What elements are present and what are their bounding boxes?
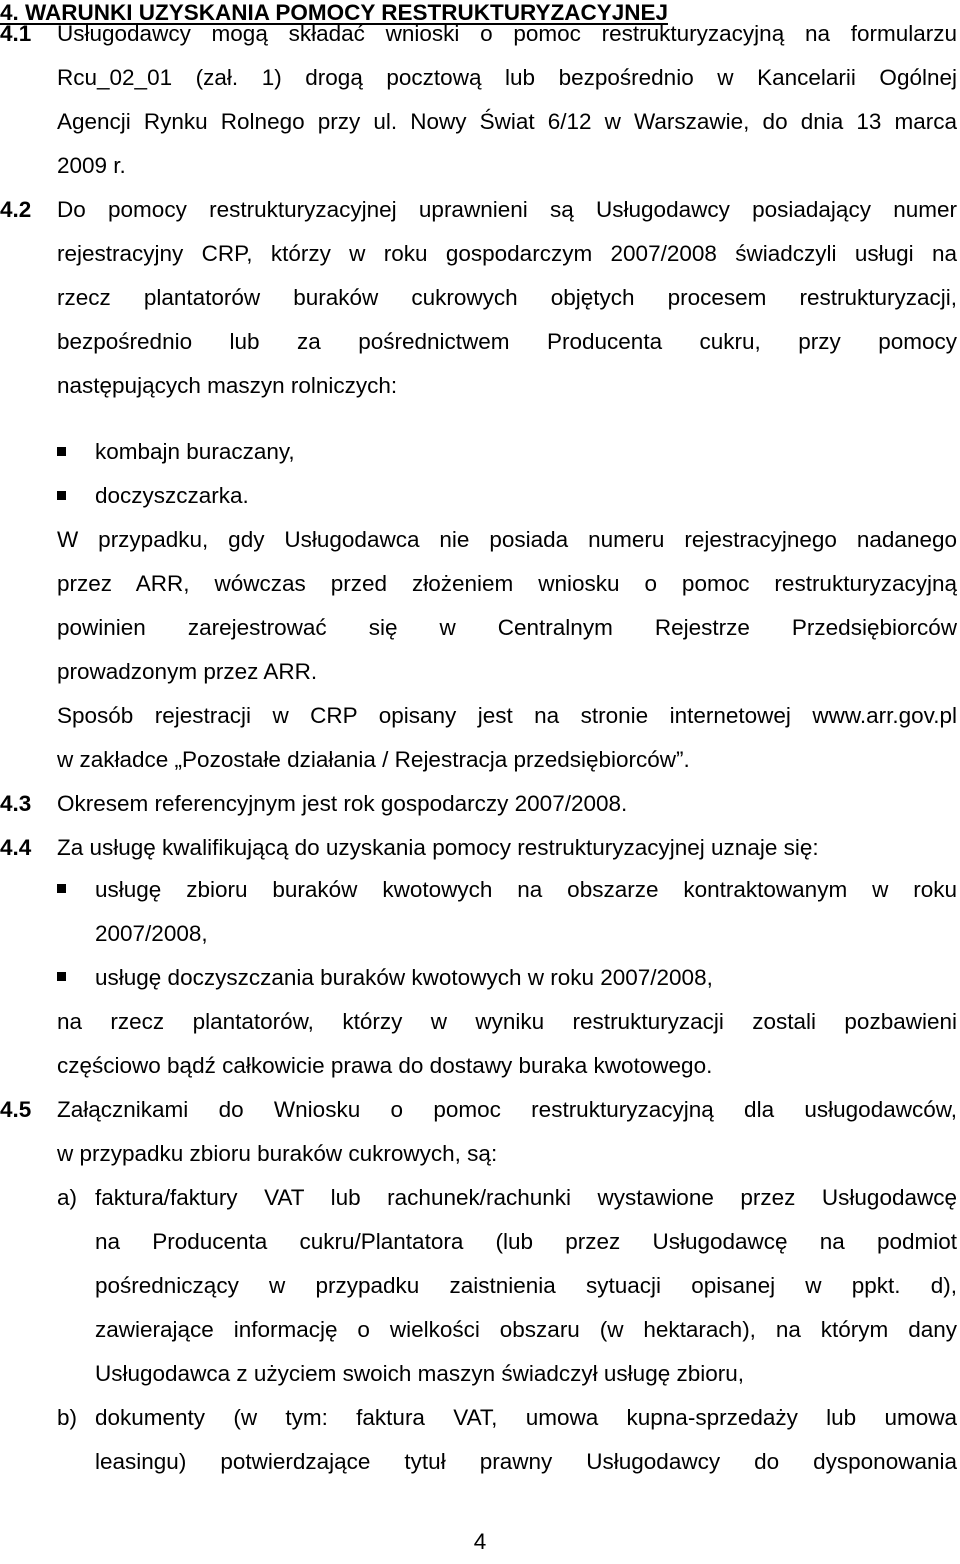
sub-item-a-line: na Producenta cukru/Plantatora (lub przez Usługodawcę na podmiot [95,1229,957,1254]
item-4-2-line: rejestracyjny CRP, którzy w roku gospodarczym 2007/2008 świadczyli usługi na [57,241,957,266]
item-4-2-line: rzecz plantatorów buraków cukrowych objętych procesem restrukturyzacji, [57,285,957,310]
item-number-4-1: 4.1 [0,21,32,46]
item-number-4-2: 4.2 [0,197,32,222]
sub-item-a-line: zawierające informację o wielkości obszaru (w hektarach), na którym dany [95,1317,957,1342]
item-4-3-line: Okresem referencyjnym jest rok gospodarczy 2007/2008. [57,791,628,816]
item-4-2-para2-line: W przypadku, gdy Usługodawca nie posiada numeru rejestracyjnego nadanego [57,527,957,552]
item-4-4-para2-line: częściowo bądź całkowicie prawa do dostawy buraka kwotowego. [57,1053,713,1078]
bullet-item-continuation: 2007/2008, [95,921,208,946]
item-number-4-5: 4.5 [0,1097,32,1122]
item-4-2-para2-line: prowadzonym przez ARR. [57,659,318,684]
item-4-1-line: 2009 r. [57,153,126,178]
item-4-2-line: następujących maszyn rolniczych: [57,373,398,398]
sub-item-a-line: Usługodawca z użyciem swoich maszyn świadczył usługę zbioru, [95,1361,745,1386]
item-4-5-line: w przypadku zbioru buraków cukrowych, są: [57,1141,498,1166]
bullet-item: kombajn buraczany, [95,439,295,464]
item-4-2-para2-line: powinien zarejestrować się w Centralnym Rejestrze Przedsiębiorców [57,615,957,640]
item-4-2-para3-line: Sposób rejestracji w CRP opisany jest na stronie internetowej www.arr.gov.pl [57,703,957,728]
sub-item-b-line: leasingu) potwierdzające tytuł prawny Usługodawcy do dysponowania [95,1449,957,1474]
item-number-4-4: 4.4 [0,835,32,860]
sub-item-a-line: faktura/faktury VAT lub rachunek/rachunki wystawione przez Usługodawcę [95,1185,957,1210]
bullet-square-icon [57,447,66,456]
item-4-4-para2-line: na rzecz plantatorów, którzy w wyniku restrukturyzacji zostali pozbawieni [57,1009,957,1034]
item-4-4-line: Za usługę kwalifikującą do uzyskania pomocy restrukturyzacyjnej uznaje się: [57,835,819,860]
bullet-square-icon [57,884,66,893]
item-4-1-line: Rcu_02_01 (zał. 1) drogą pocztową lub bezpośrednio w Kancelarii Ogólnej [57,65,957,90]
bullet-item: usługę zbioru buraków kwotowych na obszarze kontraktowanym w roku [95,877,957,902]
item-4-2-para3-line: w zakładce „Pozostałe działania / Rejestracja przedsiębiorców”. [57,747,690,772]
item-4-5-line: Załącznikami do Wniosku o pomoc restrukturyzacyjną dla usługodawców, [57,1097,957,1122]
page-number: 4 [473,1529,487,1554]
section-heading-text: 4. WARUNKI UZYSKANIA POMOCY RESTRUKTURYZACYJNEJ [0,0,668,25]
item-4-2-line: bezpośrednio lub za pośrednictwem Producenta cukru, przy pomocy [57,329,957,354]
item-4-2-para2-line: przez ARR, wówczas przed złożeniem wniosku o pomoc restrukturyzacyjną [57,571,957,596]
sub-item-b-line: dokumenty (w tym: faktura VAT, umowa kupna-sprzedaży lub umowa [95,1405,957,1430]
sub-item-label-b: b) [57,1405,78,1430]
sub-item-label-a: a) [57,1185,78,1210]
bullet-item: usługę doczyszczania buraków kwotowych w roku 2007/2008, [95,965,713,990]
bullet-square-icon [57,491,66,500]
item-4-2-line: Do pomocy restrukturyzacyjnej uprawnieni są Usługodawcy posiadający numer [57,197,957,222]
bullet-square-icon [57,972,66,981]
sub-item-a-line: pośredniczący w przypadku zaistnienia sytuacji opisanej w ppkt. d), [95,1273,957,1298]
bullet-item: doczyszczarka. [95,483,249,508]
item-4-1-line: Agencji Rynku Rolnego przy ul. Nowy Świat 6/12 w Warszawie, do dnia 13 marca [57,109,957,134]
item-4-1-line: Usługodawcy mogą składać wnioski o pomoc restrukturyzacyjną na formularzu [57,21,957,46]
item-number-4-3: 4.3 [0,791,32,816]
